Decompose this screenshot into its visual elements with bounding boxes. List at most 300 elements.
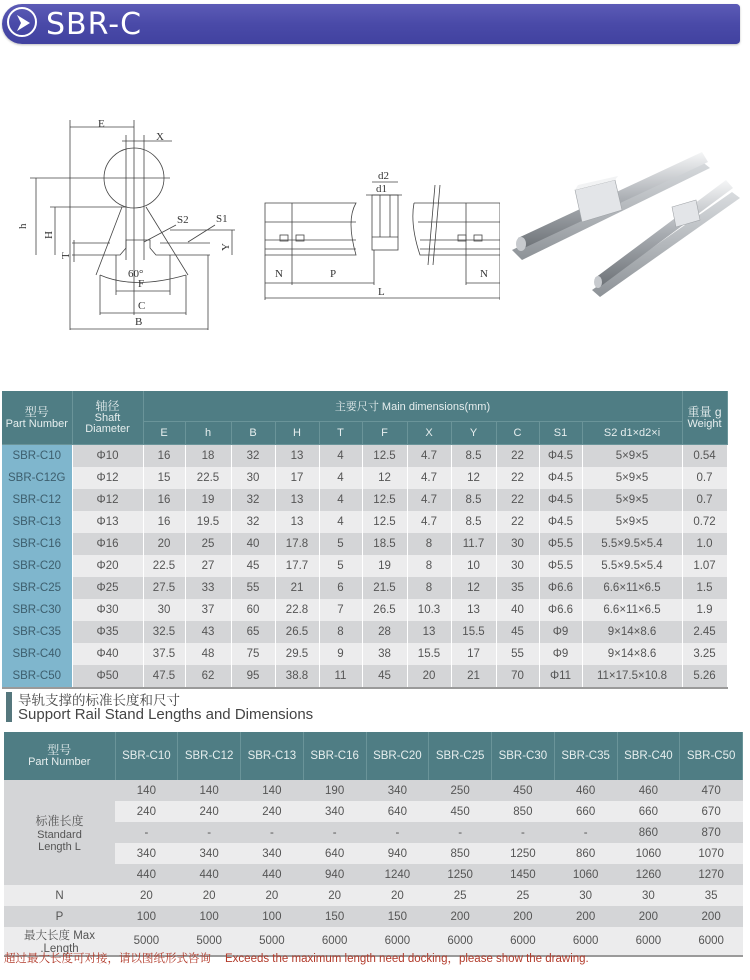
table-cell: 340 bbox=[366, 780, 429, 801]
table-cell: Φ11 bbox=[539, 665, 582, 688]
table-cell: 6000 bbox=[492, 927, 555, 956]
table-row bbox=[2, 599, 727, 621]
table-cell: 1070 bbox=[680, 843, 743, 864]
table-cell: Φ4.5 bbox=[539, 489, 582, 511]
svg-text:L: L bbox=[378, 286, 385, 298]
table-cell: 6000 bbox=[617, 927, 680, 956]
table-cell: 660 bbox=[554, 801, 617, 822]
table-cell: 35 bbox=[680, 885, 743, 906]
part-number-cell: SBR-C50 bbox=[2, 665, 72, 688]
svg-text:X: X bbox=[156, 131, 164, 143]
svg-text:h: h bbox=[17, 223, 29, 229]
table-cell: 22 bbox=[496, 511, 539, 533]
header-col: F bbox=[362, 422, 407, 445]
table-row bbox=[4, 822, 743, 843]
table-cell: 2.45 bbox=[682, 621, 727, 643]
table-row bbox=[2, 643, 727, 665]
table-cell: 140 bbox=[115, 780, 178, 801]
arrow-right-circle-icon bbox=[7, 7, 37, 37]
header-weight: 重量 g Weight bbox=[682, 391, 727, 445]
standard-length-label: 标准长度 Standard Length L bbox=[4, 780, 115, 885]
header-col: H bbox=[275, 422, 319, 445]
table-cell: 340 bbox=[303, 801, 366, 822]
table-cell: 1060 bbox=[554, 864, 617, 885]
footnote-cn: 超过最大长度可对接，请以图纸形式咨询 bbox=[4, 953, 211, 965]
table-cell: - bbox=[303, 822, 366, 843]
table-cell: 190 bbox=[303, 780, 366, 801]
table-cell: 4.7 bbox=[407, 511, 451, 533]
table-cell: 4.7 bbox=[407, 445, 451, 468]
table-row bbox=[2, 511, 727, 533]
header-model: SBR-C10 bbox=[115, 732, 178, 780]
svg-text:H: H bbox=[43, 231, 55, 239]
table-cell: 11×17.5×10.8 bbox=[582, 665, 682, 688]
table-cell: 65 bbox=[231, 621, 275, 643]
table-cell: 670 bbox=[680, 801, 743, 822]
table-cell: 22.8 bbox=[275, 599, 319, 621]
table-cell: 60 bbox=[231, 599, 275, 621]
table-cell: 25 bbox=[429, 885, 492, 906]
table-cell: 40 bbox=[496, 599, 539, 621]
table-cell: - bbox=[366, 822, 429, 843]
table-cell: 6000 bbox=[429, 927, 492, 956]
table-cell: 12 bbox=[451, 577, 496, 599]
table-cell: 70 bbox=[496, 665, 539, 688]
table-cell: 5.5×9.5×5.4 bbox=[582, 533, 682, 555]
table-cell: 100 bbox=[178, 906, 241, 927]
header-col: X bbox=[407, 422, 451, 445]
table-cell: 9 bbox=[319, 643, 362, 665]
table-cell: 940 bbox=[366, 843, 429, 864]
table-cell: 17 bbox=[451, 643, 496, 665]
table-row bbox=[2, 489, 727, 511]
table-cell: 250 bbox=[429, 780, 492, 801]
table-cell: 340 bbox=[241, 843, 304, 864]
table-cell: 13 bbox=[451, 599, 496, 621]
table-cell: 200 bbox=[429, 906, 492, 927]
table-cell: 1270 bbox=[680, 864, 743, 885]
svg-text:C: C bbox=[138, 300, 146, 312]
table-cell: 5×9×5 bbox=[582, 445, 682, 468]
table-cell: 22 bbox=[496, 489, 539, 511]
table-cell: 100 bbox=[241, 906, 304, 927]
table-cell: 30 bbox=[496, 555, 539, 577]
table-cell: 19 bbox=[362, 555, 407, 577]
part-number-cell: SBR-C10 bbox=[2, 445, 72, 468]
max-length-label: 最大长度 Max .Length bbox=[4, 927, 115, 956]
table-cell: 55 bbox=[231, 577, 275, 599]
table-cell: 30 bbox=[554, 885, 617, 906]
table-cell: 12.5 bbox=[362, 489, 407, 511]
table-cell: 22.5 bbox=[143, 555, 185, 577]
svg-text:S1: S1 bbox=[216, 213, 228, 225]
table-cell: 18.5 bbox=[362, 533, 407, 555]
table-cell: 32.5 bbox=[143, 621, 185, 643]
table-cell: 22 bbox=[496, 467, 539, 489]
svg-text:P: P bbox=[330, 268, 337, 280]
table-cell: 6000 bbox=[366, 927, 429, 956]
table-cell: - bbox=[115, 822, 178, 843]
table-cell: 1250 bbox=[492, 843, 555, 864]
table-cell: Φ16 bbox=[72, 533, 143, 555]
table-cell: 5×9×5 bbox=[582, 489, 682, 511]
table-cell: 13 bbox=[275, 445, 319, 468]
table-cell: 30 bbox=[617, 885, 680, 906]
table-cell: 8.5 bbox=[451, 489, 496, 511]
table-cell: 45 bbox=[496, 621, 539, 643]
table-cell: - bbox=[241, 822, 304, 843]
table-cell: 12 bbox=[362, 467, 407, 489]
table-cell: 4 bbox=[319, 445, 362, 468]
header-col: S2 d1×d2×i bbox=[582, 422, 682, 445]
table-cell: 7 bbox=[319, 599, 362, 621]
table-cell: 3.25 bbox=[682, 643, 727, 665]
table-cell: 200 bbox=[680, 906, 743, 927]
table-row bbox=[4, 864, 743, 885]
table-cell: Φ12 bbox=[72, 489, 143, 511]
table-cell: 9×14×8.6 bbox=[582, 621, 682, 643]
table-cell: 4 bbox=[319, 467, 362, 489]
svg-text:60°: 60° bbox=[128, 268, 144, 280]
table-cell: 8.5 bbox=[451, 511, 496, 533]
table-row bbox=[2, 577, 727, 599]
part-number-cell: SBR-C16 bbox=[2, 533, 72, 555]
table-row bbox=[2, 555, 727, 577]
table-cell: Φ5.5 bbox=[539, 555, 582, 577]
table-cell: 6000 bbox=[554, 927, 617, 956]
table-cell: 5×9×5 bbox=[582, 511, 682, 533]
table-cell: 40 bbox=[231, 533, 275, 555]
table-cell: 850 bbox=[492, 801, 555, 822]
table-cell: 15.5 bbox=[407, 643, 451, 665]
table-cell: 340 bbox=[178, 843, 241, 864]
table-cell: 0.54 bbox=[682, 445, 727, 468]
table-cell: 30 bbox=[143, 599, 185, 621]
table-cell: 17 bbox=[275, 467, 319, 489]
table-cell: 10.3 bbox=[407, 599, 451, 621]
table-cell: Φ9 bbox=[539, 621, 582, 643]
table-cell: 6 bbox=[319, 577, 362, 599]
table-cell: 13 bbox=[275, 489, 319, 511]
table-cell: 32 bbox=[231, 511, 275, 533]
table-cell: 20 bbox=[143, 533, 185, 555]
table-row bbox=[2, 467, 727, 489]
table-cell: 4 bbox=[319, 489, 362, 511]
header-col: S1 bbox=[539, 422, 582, 445]
table-cell: 8 bbox=[407, 577, 451, 599]
table-cell: 17.7 bbox=[275, 555, 319, 577]
table-row bbox=[2, 445, 727, 468]
cross-section-drawing bbox=[10, 115, 250, 340]
table-cell: 20 bbox=[303, 885, 366, 906]
table-cell: 32 bbox=[231, 489, 275, 511]
part-number-cell: SBR-C25 bbox=[2, 577, 72, 599]
table-cell: 1.0 bbox=[682, 533, 727, 555]
table-cell: Φ4.5 bbox=[539, 445, 582, 468]
table-cell: 5.26 bbox=[682, 665, 727, 688]
table-cell: 21.5 bbox=[362, 577, 407, 599]
table-cell: 33 bbox=[185, 577, 231, 599]
svg-text:T: T bbox=[60, 252, 72, 259]
table-cell: 26.5 bbox=[362, 599, 407, 621]
table-cell: 16 bbox=[143, 511, 185, 533]
table-cell: 1250 bbox=[429, 864, 492, 885]
table-cell: 13 bbox=[275, 511, 319, 533]
header-model: SBR-C12 bbox=[178, 732, 241, 780]
table-cell: 20 bbox=[115, 885, 178, 906]
table-cell: Φ4.5 bbox=[539, 467, 582, 489]
table-cell: 20 bbox=[407, 665, 451, 688]
table-cell: 340 bbox=[115, 843, 178, 864]
part-number-cell: SBR-C12 bbox=[2, 489, 72, 511]
table-cell: - bbox=[178, 822, 241, 843]
table-cell: 1060 bbox=[617, 843, 680, 864]
header-main-dimensions: 主要尺寸 Main dimensions(mm) bbox=[143, 391, 682, 422]
table-cell: 47.5 bbox=[143, 665, 185, 688]
table-cell: 22 bbox=[496, 445, 539, 468]
side-view-drawing bbox=[260, 165, 500, 305]
table-cell: 440 bbox=[178, 864, 241, 885]
table-row bbox=[4, 906, 743, 927]
table-cell: 850 bbox=[429, 843, 492, 864]
table-cell: - bbox=[554, 822, 617, 843]
header-model: SBR-C25 bbox=[429, 732, 492, 780]
table-row bbox=[2, 621, 727, 643]
table-cell: 470 bbox=[680, 780, 743, 801]
table-cell: 21 bbox=[275, 577, 319, 599]
table-cell: 35 bbox=[496, 577, 539, 599]
table-cell: - bbox=[492, 822, 555, 843]
table-cell: 640 bbox=[303, 843, 366, 864]
section-title-cn: 导轨支撑的标准长度和尺寸 bbox=[18, 693, 180, 708]
table-cell: 150 bbox=[366, 906, 429, 927]
table-cell: 940 bbox=[303, 864, 366, 885]
svg-text:d2: d2 bbox=[378, 170, 389, 182]
rail-lengths-table bbox=[4, 732, 743, 957]
table-cell: 440 bbox=[241, 864, 304, 885]
table-cell: Φ25 bbox=[72, 577, 143, 599]
table-cell: 440 bbox=[115, 864, 178, 885]
table-cell: 22.5 bbox=[185, 467, 231, 489]
table-cell: 37.5 bbox=[143, 643, 185, 665]
table-cell: 26.5 bbox=[275, 621, 319, 643]
table-cell: Φ6.6 bbox=[539, 577, 582, 599]
n-row-label: N bbox=[4, 885, 115, 906]
table-cell: 75 bbox=[231, 643, 275, 665]
table-row bbox=[2, 665, 727, 688]
table-cell: 27.5 bbox=[143, 577, 185, 599]
header-model: SBR-C20 bbox=[366, 732, 429, 780]
table-cell: Φ9 bbox=[539, 643, 582, 665]
table-cell: 0.7 bbox=[682, 467, 727, 489]
table-cell: 62 bbox=[185, 665, 231, 688]
header-model: SBR-C16 bbox=[303, 732, 366, 780]
table-cell: 27 bbox=[185, 555, 231, 577]
table-cell: 21 bbox=[451, 665, 496, 688]
table-cell: 20 bbox=[366, 885, 429, 906]
table-cell: Φ30 bbox=[72, 599, 143, 621]
table-cell: 4 bbox=[319, 511, 362, 533]
header-part-number: 型号 Part Number bbox=[4, 732, 115, 780]
table-cell: Φ4.5 bbox=[539, 511, 582, 533]
table-cell: - bbox=[429, 822, 492, 843]
svg-text:S2: S2 bbox=[177, 214, 189, 226]
table-cell: 13 bbox=[407, 621, 451, 643]
part-number-cell: SBR-C20 bbox=[2, 555, 72, 577]
header-col: E bbox=[143, 422, 185, 445]
table-cell: Φ5.5 bbox=[539, 533, 582, 555]
table-cell: 38 bbox=[362, 643, 407, 665]
table-cell: 6000 bbox=[680, 927, 743, 956]
table-cell: 19.5 bbox=[185, 511, 231, 533]
product-photo bbox=[500, 150, 745, 300]
table-cell: 860 bbox=[617, 822, 680, 843]
table-cell: 6.6×11×6.5 bbox=[582, 599, 682, 621]
svg-text:N: N bbox=[480, 268, 488, 280]
table-cell: 5000 bbox=[115, 927, 178, 956]
table-cell: 100 bbox=[115, 906, 178, 927]
title-banner bbox=[2, 4, 740, 44]
table-cell: 4.7 bbox=[407, 467, 451, 489]
table-cell: 18 bbox=[185, 445, 231, 468]
table-cell: 150 bbox=[303, 906, 366, 927]
table-cell: 45 bbox=[231, 555, 275, 577]
table-cell: Φ13 bbox=[72, 511, 143, 533]
table-cell: 9×14×8.6 bbox=[582, 643, 682, 665]
part-number-cell: SBR-C40 bbox=[2, 643, 72, 665]
svg-text:F: F bbox=[138, 278, 145, 290]
part-number-cell: SBR-C30 bbox=[2, 599, 72, 621]
table-cell: 140 bbox=[178, 780, 241, 801]
table-row bbox=[4, 801, 743, 822]
header-model: SBR-C50 bbox=[680, 732, 743, 780]
table-cell: 8 bbox=[407, 533, 451, 555]
table-cell: 5×9×5 bbox=[582, 467, 682, 489]
table-cell: 12.5 bbox=[362, 511, 407, 533]
table-cell: 20 bbox=[178, 885, 241, 906]
header-model: SBR-C40 bbox=[617, 732, 680, 780]
table-cell: 450 bbox=[492, 780, 555, 801]
table-cell: 200 bbox=[617, 906, 680, 927]
table-cell: 11 bbox=[319, 665, 362, 688]
svg-text:d1: d1 bbox=[376, 183, 387, 195]
footnote bbox=[4, 950, 589, 966]
table-cell: Φ35 bbox=[72, 621, 143, 643]
p-row-label: P bbox=[4, 906, 115, 927]
header-model: SBR-C35 bbox=[554, 732, 617, 780]
table-cell: 37 bbox=[185, 599, 231, 621]
main-dimensions-table bbox=[2, 391, 728, 689]
table-cell: 5 bbox=[319, 555, 362, 577]
header-part-number: 型号 Part Number bbox=[2, 391, 72, 445]
table-cell: 0.7 bbox=[682, 489, 727, 511]
table-row bbox=[4, 885, 743, 906]
table-cell: 240 bbox=[241, 801, 304, 822]
table-cell: 140 bbox=[241, 780, 304, 801]
table-cell: 30 bbox=[231, 467, 275, 489]
table-cell: 32 bbox=[231, 445, 275, 468]
table-cell: 11.7 bbox=[451, 533, 496, 555]
part-number-cell: SBR-C12G bbox=[2, 467, 72, 489]
table-cell: 15 bbox=[143, 467, 185, 489]
table-cell: 12.5 bbox=[362, 445, 407, 468]
table-cell: 0.72 bbox=[682, 511, 727, 533]
table-cell: 17.8 bbox=[275, 533, 319, 555]
section-title-en: Support Rail Stand Lengths and Dimensions bbox=[18, 706, 314, 723]
part-number-cell: SBR-C35 bbox=[2, 621, 72, 643]
table-cell: 16 bbox=[143, 489, 185, 511]
table-cell: 200 bbox=[554, 906, 617, 927]
table-cell: 19 bbox=[185, 489, 231, 511]
table-cell: 6.6×11×6.5 bbox=[582, 577, 682, 599]
table-cell: 8 bbox=[319, 621, 362, 643]
table-cell: 28 bbox=[362, 621, 407, 643]
header-shaft-diameter: 轴径 Shaft Diameter bbox=[72, 391, 143, 445]
table-cell: 870 bbox=[680, 822, 743, 843]
table-cell: 4.7 bbox=[407, 489, 451, 511]
table-cell: 29.5 bbox=[275, 643, 319, 665]
table-cell: 1450 bbox=[492, 864, 555, 885]
table-cell: 460 bbox=[617, 780, 680, 801]
table-cell: Φ6.6 bbox=[539, 599, 582, 621]
part-number-cell: SBR-C13 bbox=[2, 511, 72, 533]
table-row bbox=[4, 843, 743, 864]
table-cell: 43 bbox=[185, 621, 231, 643]
header-col: C bbox=[496, 422, 539, 445]
table-cell: 20 bbox=[241, 885, 304, 906]
table-cell: 660 bbox=[617, 801, 680, 822]
table-cell: 10 bbox=[451, 555, 496, 577]
header-col: Y bbox=[451, 422, 496, 445]
table-cell: 48 bbox=[185, 643, 231, 665]
table-cell: 16 bbox=[143, 445, 185, 468]
table-cell: 200 bbox=[492, 906, 555, 927]
label-E: E bbox=[98, 118, 105, 130]
svg-text:N: N bbox=[275, 268, 283, 280]
table-cell: Φ12 bbox=[72, 467, 143, 489]
table-cell: Φ40 bbox=[72, 643, 143, 665]
header-col: B bbox=[231, 422, 275, 445]
table-cell: 5 bbox=[319, 533, 362, 555]
table-cell: 1.5 bbox=[682, 577, 727, 599]
svg-text:B: B bbox=[135, 316, 143, 328]
table-cell: 5.5×9.5×5.4 bbox=[582, 555, 682, 577]
header-model: SBR-C13 bbox=[241, 732, 304, 780]
table-cell: 95 bbox=[231, 665, 275, 688]
table-cell: 5000 bbox=[178, 927, 241, 956]
table-cell: 45 bbox=[362, 665, 407, 688]
table-cell: 55 bbox=[496, 643, 539, 665]
svg-text:Y: Y bbox=[220, 243, 232, 251]
header-model: SBR-C30 bbox=[492, 732, 555, 780]
table-cell: 1.07 bbox=[682, 555, 727, 577]
page-title: SBR-C bbox=[46, 7, 143, 42]
header-col: h bbox=[185, 422, 231, 445]
table-cell: Φ20 bbox=[72, 555, 143, 577]
header-col: T bbox=[319, 422, 362, 445]
table-cell: 30 bbox=[496, 533, 539, 555]
table-cell: 12 bbox=[451, 467, 496, 489]
footnote-en: Exceeds the maximum length need docking，please show the drawing. bbox=[225, 953, 589, 965]
table-cell: 460 bbox=[554, 780, 617, 801]
table-cell: 25 bbox=[185, 533, 231, 555]
table-cell: 15.5 bbox=[451, 621, 496, 643]
table-cell: 1260 bbox=[617, 864, 680, 885]
table-cell: Φ50 bbox=[72, 665, 143, 688]
table-cell: 1.9 bbox=[682, 599, 727, 621]
table-cell: Φ10 bbox=[72, 445, 143, 468]
table-cell: 640 bbox=[366, 801, 429, 822]
